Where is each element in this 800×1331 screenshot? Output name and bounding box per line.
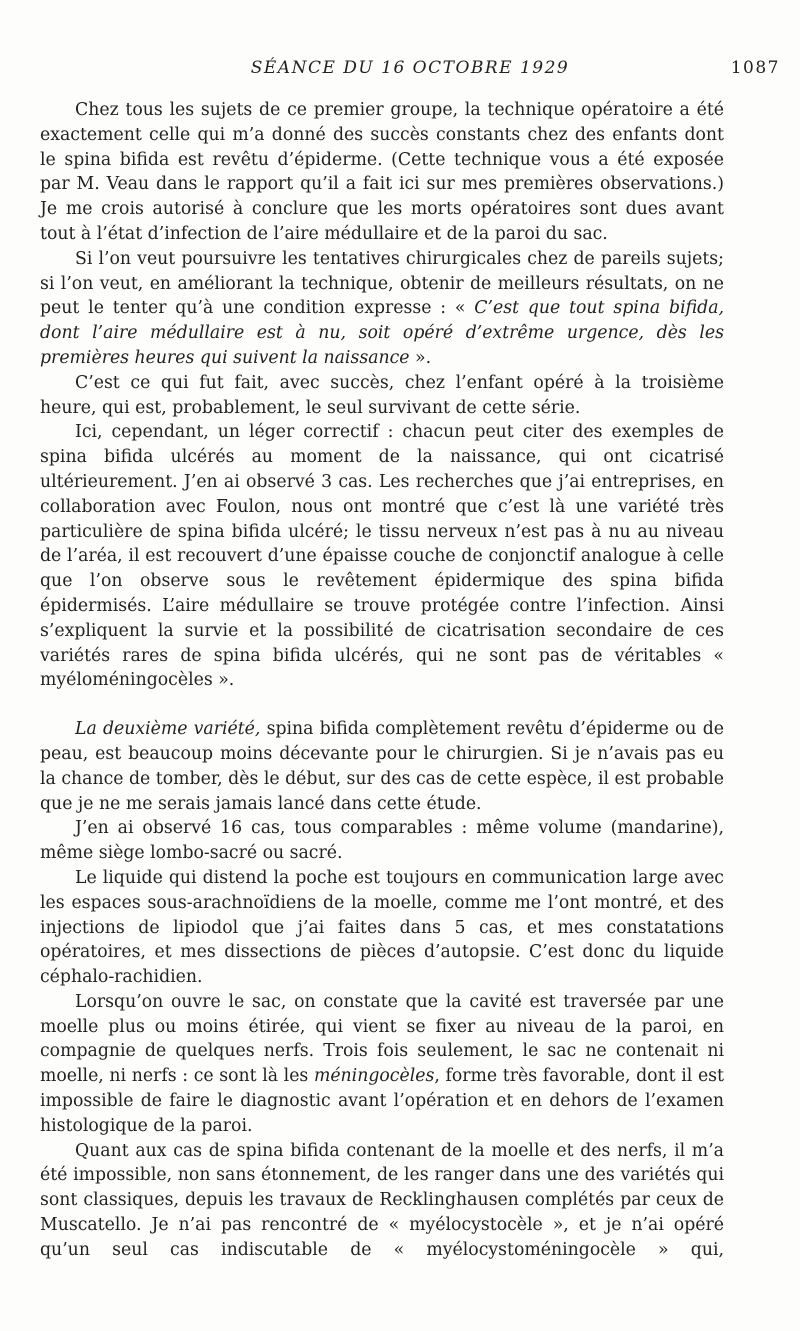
body-text bbox=[40, 98, 724, 1263]
italic-text: La deuxième variété, bbox=[75, 719, 261, 740]
paragraph bbox=[40, 990, 724, 1139]
paragraph bbox=[40, 247, 724, 371]
text-run: ». bbox=[409, 347, 432, 368]
paragraph bbox=[40, 98, 724, 247]
text-run: Chez tous les sujets de ce premier groupe, la technique opératoire a été exactement celle qui m’a donné des succès constants chez des enfants dont le spina bifida est revêtu d’épiderme. (Cette technique vous a été exposée par M. Veau dans le rapport qu’il a fait ici sur mes premières observations.) Je me crois autorisé à conclure que les morts opératoires sont dues avant tout à l’état d’infection de l’aire médullaire et de la paroi du sac. bbox=[40, 100, 724, 244]
italic-text: C’est que tout spina bifida, dont l’aire médullaire est à nu, soit opéré d’extrême urgence, dès les premières heures qui suivent la naissance bbox=[40, 298, 724, 368]
text-run: Ici, cependant, un léger correctif : chacun peut citer des exemples de spina bifida ulcérés au moment de la naissance, qui ont cicatrisé ultérieurement. J’en ai observé 3 cas. Les recherches que j’ai entreprises, en collaboration avec Foulon, nous ont montré que c’est là une variété très particulière de spina bifida ulcéré; le tissu nerveux n’est pas à nu au niveau de l’aréa, il est recouvert d’une épaisse couche de conjonctif analogue à celle que l’on observe sous le revêtement épidermique des spina bifida épidermisés. L’aire médullaire se trouve protégée contre l’infection. Ainsi s’expliquent la survie et la possibilité de cicatrisation secondaire de ces variétés rares de spina bifida ulcérés, qui ne sont pas de véritables « myéloméningocèles ». bbox=[40, 422, 724, 691]
text-run: Si l’on veut poursuivre les tentatives chirurgicales chez de pareils sujets; si l’on veut, en améliorant la technique, obtenir de meilleurs résultats, on ne peut le tenter qu’à une condition expresse : « bbox=[40, 248, 724, 319]
text-run: , forme très favorable, dont il est impossible de faire le diagnostic avant l’opération et en dehors de l’examen histologique de la paroi. bbox=[40, 1066, 724, 1136]
paragraph bbox=[40, 816, 724, 866]
text-run: C’est ce qui fut fait, avec succès, chez l’enfant opéré à la troisième heure, qui est, probablement, le seul survivant de cette série. bbox=[40, 372, 724, 418]
paragraph bbox=[40, 866, 724, 990]
text-run: J’en ai observé 16 cas, tous comparables : même volume (mandarine), même siège lombo-sacré ou sacré. bbox=[40, 818, 724, 864]
italic-text: méningocèles bbox=[313, 1066, 435, 1087]
running-head bbox=[40, 58, 780, 82]
text-run: Lorsqu’on ouvre le sac, on constate que la cavité est traversée par une moelle plus ou moins étirée, qui vient se fixer au niveau de la paroi, en compagnie de quelques nerfs. Trois fois seulement, le sac ne contenait ni moelle, ni nerfs : ce sont là les bbox=[40, 991, 724, 1087]
text-run: Le liquide qui distend la poche est toujours en communication large avec les espaces sous-arachnoïdiens de la moelle, comme me l’ont montré, et des injections de lipiodol que j’ai faites dans 5 cas, et mes constatations opératoires, et mes dissections de pièces d’autopsie. C’est donc du liquide céphalo-rachidien. bbox=[40, 867, 724, 988]
paragraph bbox=[40, 717, 724, 816]
paragraph bbox=[40, 1139, 724, 1263]
session-title: SÉANCE DU 16 OCTOBRE 1929 bbox=[250, 58, 570, 78]
text-run: spina bifida complètement revêtu d’épiderme ou de peau, est beaucoup moins décevante pour le chirurgien. Si je n’avais pas eu la chance de tomber, dès le début, sur des cas de cette espèce, il est probable que je ne me serais jamais lancé dans cette étude. bbox=[40, 719, 725, 814]
paragraph bbox=[40, 420, 724, 693]
text-run: Quant aux cas de spina bifida contenant de la moelle et des nerfs, il m’a été impossible, non sans étonnement, de les ranger dans une des variétés qui sont classiques, depuis les travaux de Recklinghausen complétés par ceux de Muscatello. Je n’ai pas rencontré de « myélocystocèle », et je n’ai opéré qu’un seul cas indiscutable de « myélocystoméningocèle » qui, bbox=[40, 1140, 724, 1260]
page-number: 1087 bbox=[730, 58, 780, 78]
paragraph bbox=[40, 371, 724, 421]
